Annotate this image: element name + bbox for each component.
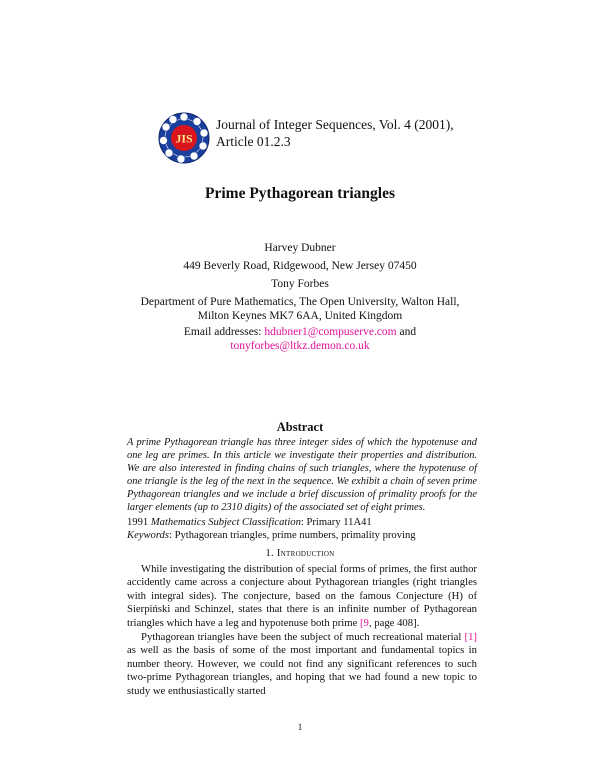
section-number: 1. [265,548,277,559]
page-number: 1 [297,722,303,732]
journal-citation [216,116,454,150]
msc-line [127,516,477,529]
affiliation-line-1: Department of Pure Mathematics, The Open University, Walton Hall, [140,296,460,308]
author-2: Tony Forbes [271,278,329,290]
abstract-heading: Abstract [276,420,324,434]
email-link-1[interactable]: hdubner1@compuserve.com [264,326,397,338]
email-and: and [396,326,417,338]
paragraph-2-tail: as well as the basis of some of the most important and fundamental topics in number theory. However, we could not find any significant references to such two-prime Pythagorean triangles, and hoping that we had found a new topic to study we enthusiastically started [127,644,477,697]
msc-value: : Primary 11A41 [300,517,372,528]
logo-text: JIS [175,131,193,146]
keywords-line [127,529,477,542]
citation-1[interactable]: [1] [464,631,477,643]
section-heading [0,548,600,559]
paper-title: Prime Pythagorean triangles [205,185,395,202]
journal-line-1: Journal of Integer Sequences, Vol. 4 (2001), [216,117,454,132]
paragraph-2 [127,631,477,698]
section-title: Introduction [276,548,335,559]
keywords-label: Keywords [127,530,169,541]
abstract-text: A prime Pythagorean triangle has three integer sides of which the hypotenuse and one leg are primes. In this article we investigate their properties and distribution. We are also interested in finding chains of such triangles, where the hypotenuse of one triangle is the leg of the next in the sequence. We exhibit a chain of seven prime Pythagorean triangles and we include a brief discussion of primality proofs for the larger elements (up to 2310 digits) of the associated set of eight primes. [127,437,477,513]
email-line-2 [0,340,600,352]
address-1: 449 Beverly Road, Ridgewood, New Jersey 07450 [183,260,417,272]
email-prefix: Email addresses: [183,326,265,338]
paragraph-2-text: Pythagorean triangles have been the subject of much recreational material [141,631,465,643]
email-line [0,326,600,338]
paragraph-1-text: While investigating the distribution of special forms of primes, the first author accidently came across a conjecture about Pythagorean triangles (right triangles with integral sides). The conjecture, based on the famous Conjecture (H) of Sierpiński and Schinzel, states that there is an infinite number of Pythagorean triangles which have a leg and hypotenuse both prime [127,563,477,629]
paragraph-1 [127,563,477,630]
author-1: Harvey Dubner [264,242,336,254]
journal-logo [158,112,210,164]
msc-year: 1991 [127,517,151,528]
msc-label: Mathematics Subject Classification [150,517,301,528]
journal-line-2: Article 01.2.3 [216,134,291,149]
citation-9[interactable]: [9 [359,616,369,629]
email-link-2[interactable]: tonyforbes@ltkz.demon.co.uk [230,340,370,352]
paragraph-1-tail: , page 408]. [368,616,420,629]
keywords-value: : Pythagorean triangles, prime numbers, primality proving [168,530,416,541]
affiliation-line-2: Milton Keynes MK7 6AA, United Kingdom [197,310,403,322]
